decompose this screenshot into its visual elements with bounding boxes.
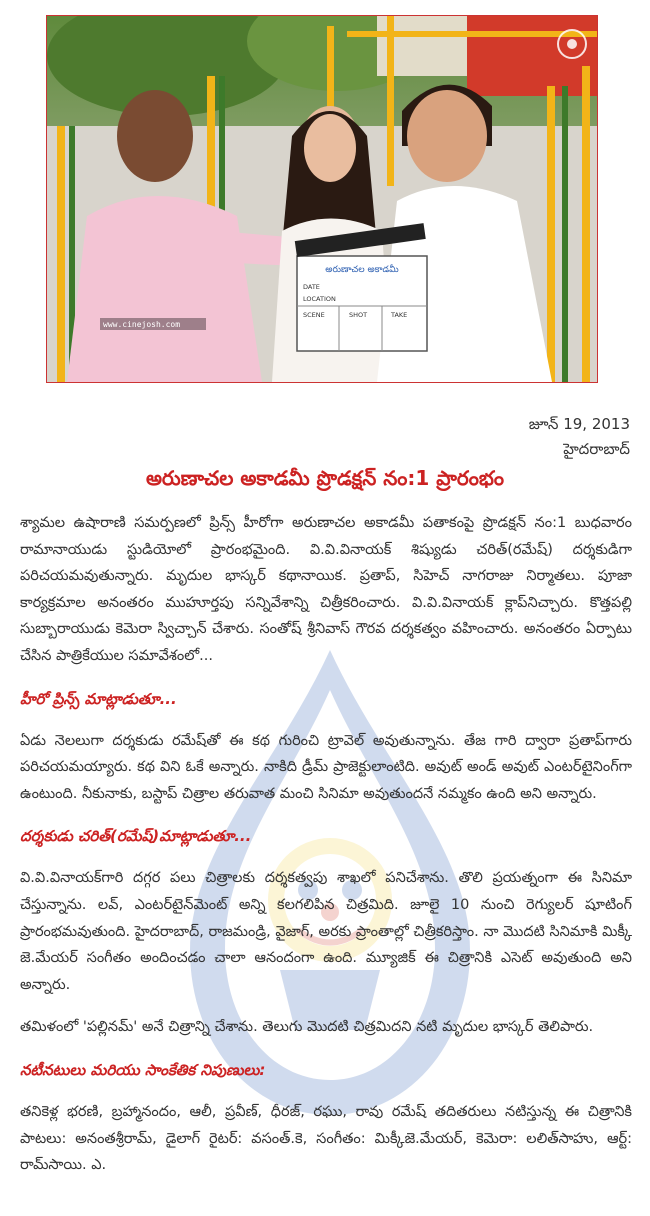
event-photo <box>46 15 598 383</box>
clapboard-location-label: LOCATION <box>303 295 336 303</box>
director-section-heading: దర్శకుడు చరిత్(రమేష్)మాట్లాడుతూ... <box>20 827 252 846</box>
clapboard-shot-label: SHOT <box>349 311 368 319</box>
photo-watermark-url: www.cinejosh.com <box>103 320 181 329</box>
event-photo-illustration <box>47 16 597 382</box>
hero-quote-paragraph: ఏడు నెలలుగా దర్శకుడు రమేష్‌తో ఈ కథ గురించి ట్రావెల్ అవుతున్నాను. తేజ గారి ద్వారా ప్రతాప్‌గారు పరిచయమయ్యారు. కథ విని ఓకే అన్నారు. నాకిది డ్రీమ్ ప్రాజెక్టులాంటిది. అవుట్ అండ్ అవుట్ ఎంటర్‌టైనింగ్‌గా ఉంటుంది. నీకునాకు, బస్టాప్ చిత్రాల తరువాత మంచి సినిమా అవుతుందనే నమ్మకం ఉంది అని అన్నారు. <box>20 732 632 802</box>
article-body <box>20 510 632 1179</box>
article-headline: అరుణాచల అకాడమీ ప్రొడక్షన్ నం:1 ప్రారంభం <box>145 466 505 490</box>
clapboard-title: అరుణాచల అకాడమీ <box>325 265 399 275</box>
director-quote-paragraph: వి.వి.వినాయక్‌గారి దగ్గర పలు చిత్రాలకు దర్శకత్వపు శాఖలో పనిచేశాను. తొలి ప్రయత్నంగా ఈ సినిమా చేస్తున్నాను. లవ్, ఎంటర్‌టైన్‌మెంట్ అన్ని కలగలిపిన చిత్రమిది. జూలై 10 నుంచి రెగ్యులర్ షూటింగ్ ప్రారంభమవుతుంది. హైదరాబాద్, రాజమండ్రి, వైజాగ్, అరకు ప్రాంతాల్లో చిత్రీకరిస్తాం. నా మొదటి సినిమాకి మిక్కీ జె.మేయర్ సంగీతం అందించడం చాలా ఆనందంగా ఉంది. మ్యూజిక్ ఈ చిత్రానికి ఎసెట్ అవుతుంది అని అన్నారు. <box>20 870 632 993</box>
cast-crew-paragraph: తనికెళ్ల భరణి, బ్రహ్మానందం, ఆలీ, ప్రవీణ్, ధీరజ్, రఘు, రావు రమేష్ తదితరులు నటిస్తున్న ఈ చిత్రానికి పాటలు: అనంతశ్రీరామ్, డైలాగ్ రైటర్: వసంత్.కె, సంగీతం: మిక్కీజె.మేయర్, కెమెరా: లలిత్‌సాహు, ఆర్ట్: రామ్‌సాయి. ఎ. <box>20 1103 632 1174</box>
clapboard-take-label: TAKE <box>391 311 408 319</box>
publish-date: జూన్ 19, 2013 <box>528 415 630 433</box>
clapboard-scene-label: SCENE <box>303 311 325 319</box>
hero-section-heading: హీరో ప్రిన్స్ మాట్లాడుతూ... <box>20 689 177 708</box>
dateline <box>529 412 630 462</box>
publish-place: హైదరాబాద్ <box>563 440 630 458</box>
heroine-quote-paragraph: తమిళంలో 'పల్లినమ్' అనే చిత్రాన్ని చేశాను. తెలుగు మొదటి చిత్రమిదని నటి మృదుల భాస్కర్ తెలిపారు. <box>20 1019 594 1036</box>
cast-crew-heading: నటీనటులు మరియు సాంకేతిక నిపుణులు: <box>20 1060 266 1079</box>
clapboard-date-label: DATE <box>303 283 320 291</box>
intro-paragraph: శ్యామల ఉషారాణి సమర్పణలో ప్రిన్స్ హీరోగా అరుణాచల అకాడమీ పతాకంపై ప్రొడక్షన్ నం:1 బుధవారం రామానాయుడు స్టుడియోలో ప్రారంభమైంది. వి.వి.వినాయక్ శిష్యుడు చరిత్(రమేష్) దర్శకుడిగా పరిచయమవుతున్నారు. మృదుల భాస్కర్ కథానాయిక. ప్రతాప్, సిహెచ్ నాగరాజు నిర్మాతలు. పూజా కార్యక్రమాల అనంతరం ముహూర్తపు సన్నివేశాన్ని చిత్రీకరించారు. వి.వి.వినాయక్ క్లాప్‌నిచ్చారు. కొత్తపల్లి సుబ్బారాయుడు కెమెరా స్విచ్చాన్ చేశారు. సంతోష్ శ్రీనివాస్ గౌరవ దర్శకత్వం వహించారు. అనంతరం ఏర్పాటు చేసిన పాత్రికేయుల సమావేశంలో... <box>20 515 632 664</box>
